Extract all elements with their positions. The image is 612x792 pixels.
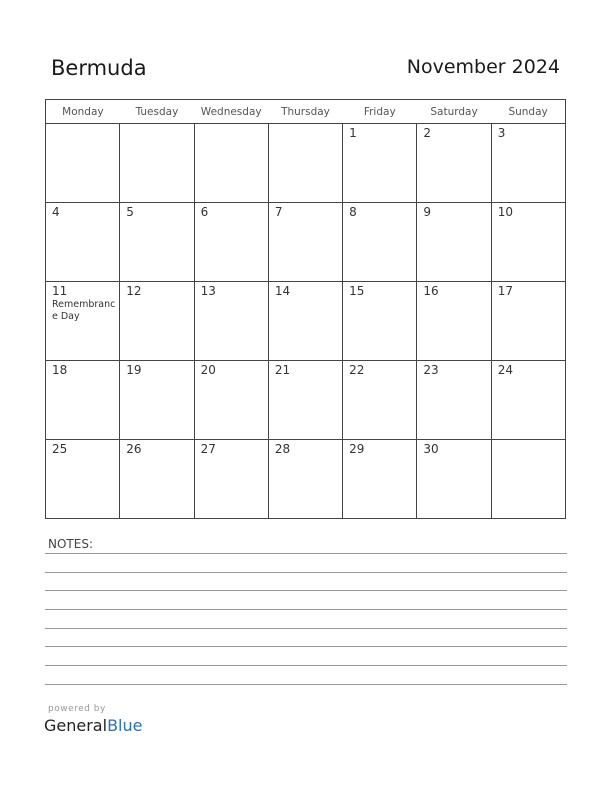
day-number: 9	[423, 205, 432, 219]
note-line	[45, 684, 567, 685]
note-line	[45, 609, 567, 610]
day-number: 27	[200, 442, 216, 456]
day-number: 7	[274, 205, 283, 219]
day-number: 12	[126, 284, 142, 298]
day-cell	[194, 282, 268, 361]
week-row	[46, 282, 566, 361]
day-cell	[120, 203, 194, 282]
day-number: 3	[497, 126, 506, 140]
day-cell	[268, 124, 342, 203]
day-cell	[120, 361, 194, 440]
day-cell	[491, 440, 565, 519]
day-cell	[491, 124, 565, 203]
day-number: 4	[52, 205, 60, 219]
day-number: 26	[126, 442, 142, 456]
brand-blue: Blue	[107, 716, 143, 735]
day-number: 10	[497, 205, 513, 219]
note-line	[45, 590, 567, 591]
note-line	[45, 646, 567, 647]
day-number: 14	[274, 284, 291, 298]
day-cell	[194, 203, 268, 282]
week-row	[46, 124, 566, 203]
day-number: 17	[497, 284, 513, 298]
note-line	[45, 665, 567, 666]
day-cell	[343, 440, 417, 519]
day-number: 28	[274, 442, 291, 456]
day-number: 16	[423, 284, 439, 298]
day-number: 21	[274, 363, 291, 377]
day-cell	[343, 361, 417, 440]
day-number: 6	[200, 205, 209, 219]
day-number: 11	[52, 284, 68, 298]
day-cell	[268, 282, 342, 361]
day-number: 2	[423, 126, 432, 140]
holiday-label: Remembrance Day	[52, 299, 116, 322]
day-number: 19	[126, 363, 142, 377]
week-row	[46, 440, 566, 519]
day-number: 20	[200, 363, 216, 377]
day-number: 8	[349, 205, 357, 219]
day-number: 22	[349, 363, 365, 377]
day-cell	[194, 124, 268, 203]
day-number: 29	[349, 442, 365, 456]
weekday-thursday: Thursday	[268, 100, 342, 124]
day-cell	[268, 440, 342, 519]
day-cell	[417, 124, 491, 203]
day-cell	[46, 203, 120, 282]
weekday-wednesday: Wednesday	[194, 100, 268, 124]
week-row	[46, 203, 566, 282]
day-cell	[491, 282, 565, 361]
day-cell	[491, 203, 565, 282]
day-number: 30	[423, 442, 439, 456]
day-cell	[268, 203, 342, 282]
day-number: 13	[200, 284, 216, 298]
month-year-title: November 2024	[406, 56, 560, 78]
generalblue-logo	[44, 716, 142, 735]
calendar-grid	[45, 99, 566, 519]
day-number: 25	[52, 442, 68, 456]
day-cell	[417, 282, 491, 361]
day-number: 23	[423, 363, 439, 377]
day-cell	[343, 124, 417, 203]
country-title: Bermuda	[51, 56, 147, 80]
day-cell	[46, 440, 120, 519]
day-cell	[343, 203, 417, 282]
day-number: 24	[497, 363, 513, 377]
day-cell	[120, 282, 194, 361]
day-cell	[194, 361, 268, 440]
day-cell	[417, 361, 491, 440]
day-cell	[120, 124, 194, 203]
day-cell	[417, 440, 491, 519]
note-line	[45, 553, 567, 554]
day-cell	[120, 440, 194, 519]
weekday-header-row	[46, 100, 566, 124]
day-cell	[491, 361, 565, 440]
day-number: 5	[126, 205, 134, 219]
week-row	[46, 361, 566, 440]
day-cell	[417, 203, 491, 282]
powered-by-text: powered by	[48, 704, 106, 714]
day-cell	[194, 440, 268, 519]
day-cell	[46, 124, 120, 203]
day-number: 18	[52, 363, 68, 377]
weekday-sunday: Sunday	[491, 100, 565, 124]
day-cell	[343, 282, 417, 361]
note-line	[45, 628, 567, 629]
day-cell	[46, 361, 120, 440]
weekday-saturday: Saturday	[417, 100, 491, 124]
day-number: 1	[349, 126, 357, 140]
day-cell	[268, 361, 342, 440]
day-cell	[46, 282, 120, 361]
weekday-tuesday: Tuesday	[120, 100, 194, 124]
note-line	[45, 572, 567, 573]
weekday-monday: Monday	[46, 100, 120, 124]
notes-label: NOTES:	[48, 537, 93, 551]
brand-general: General	[44, 716, 108, 735]
day-number: 15	[349, 284, 365, 298]
weekday-friday: Friday	[343, 100, 417, 124]
